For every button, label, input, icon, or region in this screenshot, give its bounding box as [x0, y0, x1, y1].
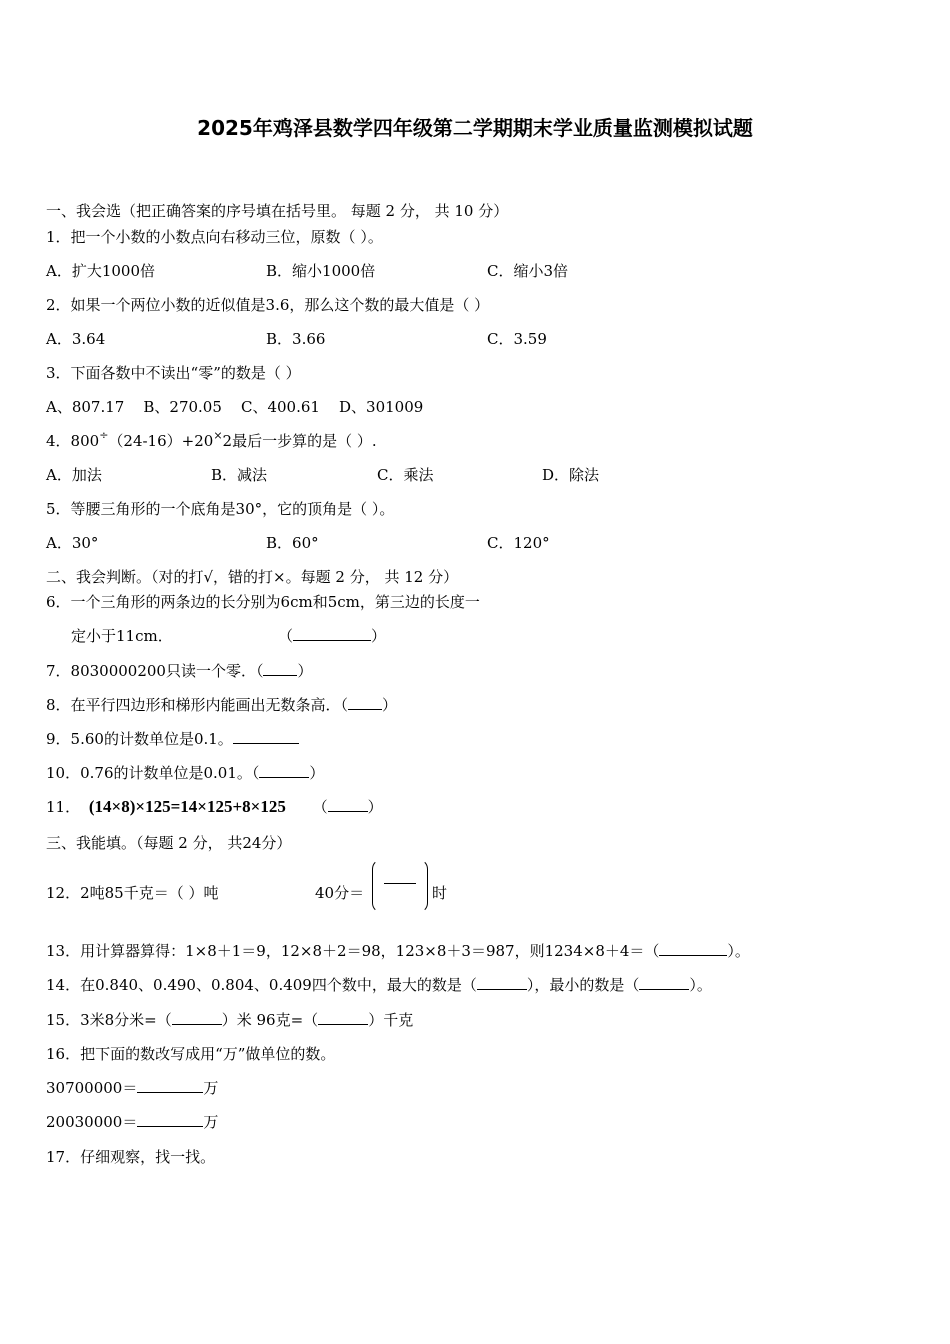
question-2-option-c: C．3.59 [487, 330, 547, 348]
question-1-option-b: B．缩小1000倍 [266, 262, 376, 280]
answer-blank[interactable] [348, 695, 382, 710]
paren-close: ） [382, 696, 398, 714]
question-3-stem: 3．下面各数中不读出“零”的数是（ ） [46, 364, 301, 382]
question-12-part-1: 12．2吨85千克＝（ ）吨 [46, 884, 219, 902]
question-5-option-a: A．30° [46, 534, 99, 552]
question-4-stem-c: 2最后一步算的是（ ）. [222, 432, 377, 450]
division-sign: ÷ [99, 429, 109, 442]
question-5-stem: 5．等腰三角形的一个底角是30°，它的顶角是（ ）。 [46, 500, 395, 518]
answer-blank[interactable] [137, 1078, 203, 1093]
paren-open: （ [278, 627, 294, 645]
answer-blank-meters[interactable] [172, 1010, 222, 1025]
question-11 [46, 797, 383, 817]
question-11-number: 11． [46, 798, 81, 816]
paren-close: ） [297, 662, 313, 680]
paren-close: ） [371, 627, 387, 645]
question-11-expression: (14×8)×125=14×125+8×125 [88, 797, 286, 816]
question-4-option-a: A．加法 [46, 466, 102, 484]
answer-blank-min[interactable] [639, 975, 689, 990]
question-2-stem: 2．如果一个两位小数的近似值是3.6，那么这个数的最大值是（ ） [46, 296, 490, 314]
answer-blank-max[interactable] [477, 975, 527, 990]
fraction-answer-box[interactable] [372, 859, 428, 911]
section-3-heading: 三、我能填。（每题 2 分， 共24分） [46, 834, 292, 852]
unit-wan: 万 [203, 1113, 219, 1131]
unit-wan: 万 [203, 1079, 219, 1097]
question-16-number-2: 20030000＝ [46, 1113, 138, 1131]
answer-blank-kilograms[interactable] [318, 1010, 368, 1025]
question-5-option-b: B．60° [266, 534, 319, 552]
question-13-text: 13．用计算器算得：1×8＋1＝9，12×8＋2＝98，123×8＋3＝987，则1234×8＋4＝（ [46, 942, 660, 960]
section-1-heading: 一、我会选（把正确答案的序号填在括号里。 每题 2 分， 共 10 分） [46, 202, 509, 220]
paren-open: （ [312, 798, 328, 816]
question-9-text: 9．5.60的计数单位是0.1。 [46, 730, 233, 748]
answer-blank[interactable] [263, 661, 297, 676]
answer-blank[interactable] [328, 797, 368, 812]
question-8-text: 8．在平行四边形和梯形内能画出无数条高．（ [46, 696, 349, 714]
question-4-option-d: D．除法 [542, 466, 600, 484]
paren-close: ）。 [727, 942, 750, 960]
question-15-close: ）千克 [368, 1011, 414, 1029]
question-16-line-1 [46, 1078, 218, 1098]
question-6-line-2: 定小于11cm． [71, 627, 173, 645]
question-7-text: 7．8030000200只读一个零．（ [46, 662, 264, 680]
question-12-part-2: 40分＝ [315, 884, 365, 902]
question-14-text: 14．在0.840、0.490、0.804、0.409四个数中，最大的数是（ [46, 976, 477, 994]
question-16-line-2 [46, 1112, 218, 1132]
question-10 [46, 763, 324, 783]
question-4-stem-b: （24-16）+20 [108, 432, 214, 450]
fraction-bar [384, 883, 416, 884]
question-2-option-b: B．3.66 [266, 330, 326, 348]
question-14-mid: ），最小的数是（ [526, 976, 640, 994]
section-2-heading: 二、我会判断。（对的打√，错的打×。每题 2 分， 共 12 分） [46, 568, 459, 586]
question-6-answer[interactable] [278, 626, 386, 646]
question-15-mid: ）米 96克=（ [221, 1011, 319, 1029]
paren-close: ） [367, 798, 383, 816]
multiplication-sign: × [213, 429, 223, 442]
paren-close: ） [309, 764, 325, 782]
question-7 [46, 661, 313, 681]
question-10-text: 10．0.76的计数单位是0.01。（ [46, 764, 260, 782]
question-4-option-b: B．减法 [211, 466, 268, 484]
question-4-stem-a: 4．800 [46, 432, 100, 450]
question-3-options: A、807.17 B、270.05 C、400.61 D、301009 [46, 398, 424, 416]
right-paren-shape [417, 859, 428, 913]
question-17: 17．仔细观察，找一找。 [46, 1148, 216, 1166]
question-16-number-1: 30700000＝ [46, 1079, 138, 1097]
question-9 [46, 729, 299, 749]
question-1-stem: 1．把一个小数的小数点向右移动三位，原数（ ）。 [46, 228, 383, 246]
page-title: 2025年鸡泽县数学四年级第二学期期末学业质量监测模拟试题 [197, 116, 753, 140]
answer-blank[interactable] [233, 729, 299, 744]
question-12-part-3: 时 [432, 884, 448, 902]
question-13 [46, 941, 750, 961]
question-4-stem [46, 431, 377, 453]
question-4-option-c: C．乘法 [377, 466, 434, 484]
question-15-text: 15．3米8分米=（ [46, 1011, 172, 1029]
answer-blank[interactable] [293, 626, 371, 641]
paren-close: ）。 [689, 976, 712, 994]
question-6-line-1: 6．一个三角形的两条边的长分别为6cm和5cm，第三边的长度一 [46, 593, 480, 611]
answer-blank[interactable] [259, 763, 309, 778]
question-1-option-c: C．缩小3倍 [487, 262, 569, 280]
answer-blank[interactable] [659, 941, 727, 956]
question-8 [46, 695, 397, 715]
left-paren-shape [372, 859, 383, 913]
question-16-stem: 16．把下面的数改写成用“万”做单位的数。 [46, 1045, 336, 1063]
question-1-option-a: A．扩大1000倍 [46, 262, 156, 280]
question-2-option-a: A．3.64 [46, 330, 106, 348]
question-5-option-c: C．120° [487, 534, 550, 552]
question-15 [46, 1010, 413, 1030]
question-14 [46, 975, 712, 995]
answer-blank[interactable] [137, 1112, 203, 1127]
